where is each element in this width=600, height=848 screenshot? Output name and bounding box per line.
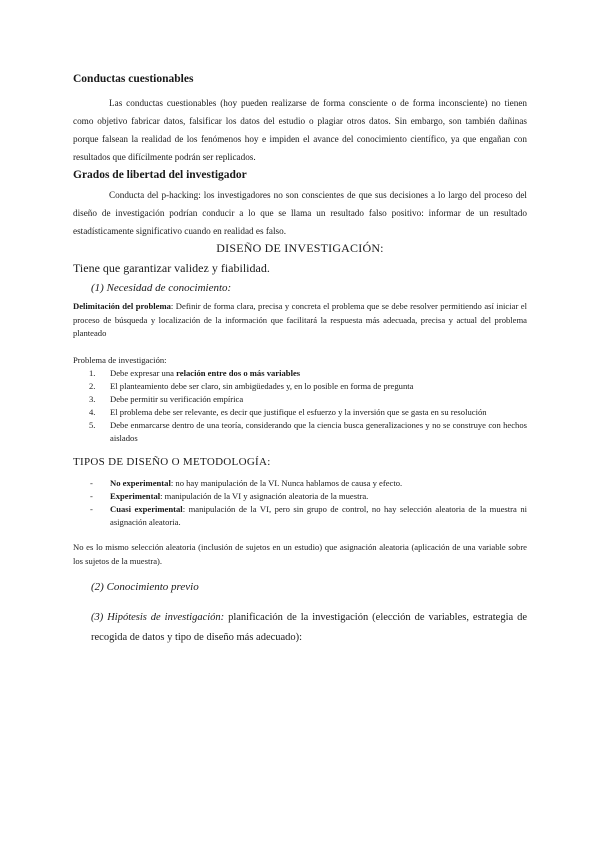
- delimitation-paragraph: [73, 300, 527, 341]
- list-item: 2. El planteamiento debe ser claro, sin ambigüedades y, en lo posible en forma de pregunta: [89, 381, 414, 391]
- paragraph-grados: Conducta del p-hacking: los investigadores no son conscientes de que sus decisiones a lo largo del proceso del diseño de investigación podrían conducir a lo que se llama un resultado falso positivo: informar de un resultado estadísticamente significativo cuando en realidad es falso.: [73, 190, 527, 236]
- random-selection-note: No es lo mismo selección aleatoria (inclusión de sujetos en un estudio) que asignación aleatoria (aplicación de una variable sobre los sujetos de la muestra).: [73, 542, 527, 566]
- design-heading: DISEÑO DE INVESTIGACIÓN:: [216, 241, 384, 255]
- design-subtitle: Tiene que garantizar validez y fiabilidad.: [73, 261, 270, 275]
- delimitation-text: : Definir de forma clara, precisa y concreta el problema que se debe resolver permitiendo así iniciar el proceso de búsqueda y localización de la información que facilitará la respuesta más adecuada, precisa y actual del problema planteado: [73, 301, 527, 338]
- types-list: [73, 477, 527, 529]
- delimitation-label: Delimitación del problema: [73, 301, 171, 311]
- list-item: 5. Debe enmarcarse dentro de una teoría, considerando que la ciencia busca generalizaciones y no se construye con hechos aislados: [89, 420, 527, 443]
- step-2-heading: (2) Conocimiento previo: [91, 581, 199, 593]
- section-title-grados: Grados de libertad del investigador: [73, 169, 247, 181]
- page-content: [73, 72, 527, 648]
- step-3-paragraph: [73, 608, 527, 648]
- list-item: - No experimental: no hay manipulación de la VI. Nunca hablamos de causa y efecto.: [90, 478, 403, 488]
- list-item: - Experimental: manipulación de la VI y asignación aleatoria de la muestra.: [90, 491, 369, 501]
- problem-list: [73, 367, 527, 445]
- step-3-text: planificación de la investigación (elección de variables, estrategia de recogida de datos y tipo de diseño más adecuado):: [91, 612, 528, 643]
- paragraph-conductas: Las conductas cuestionables (hoy pueden realizarse de forma consciente o de forma inconsciente) no tienen como objetivo fabricar datos, falsificar los datos del estudio o plagiar otros datos. Sin embargo, son también dañinas porque falsean la realidad de los fenómenos hoy e impiden el avance del conocimiento científico, ya que engañan con resultados que difícilmente podrán ser replicados.: [73, 98, 527, 162]
- types-heading: TIPOS DE DISEÑO O METODOLOGÍA:: [73, 456, 271, 468]
- problem-label: Problema de investigación:: [73, 354, 167, 365]
- section-title-conductas: Conductas cuestionables: [73, 73, 194, 85]
- list-item: 1. Debe expresar una relación entre dos o más variables: [89, 368, 301, 378]
- step-3-heading: (3) Hipótesis de investigación:: [91, 612, 225, 623]
- list-item: - Cuasi experimental: manipulación de la VI, pero sin grupo de control, no hay selección aleatoria de la muestra ni asignación aleatoria.: [90, 504, 527, 527]
- step-1-heading: (1) Necesidad de conocimiento:: [91, 282, 232, 294]
- list-item: 4. El problema debe ser relevante, es decir que justifique el esfuerzo y la inversión que se gasta en su resolución: [89, 407, 487, 417]
- list-item: 3. Debe permitir su verificación empírica: [89, 394, 244, 404]
